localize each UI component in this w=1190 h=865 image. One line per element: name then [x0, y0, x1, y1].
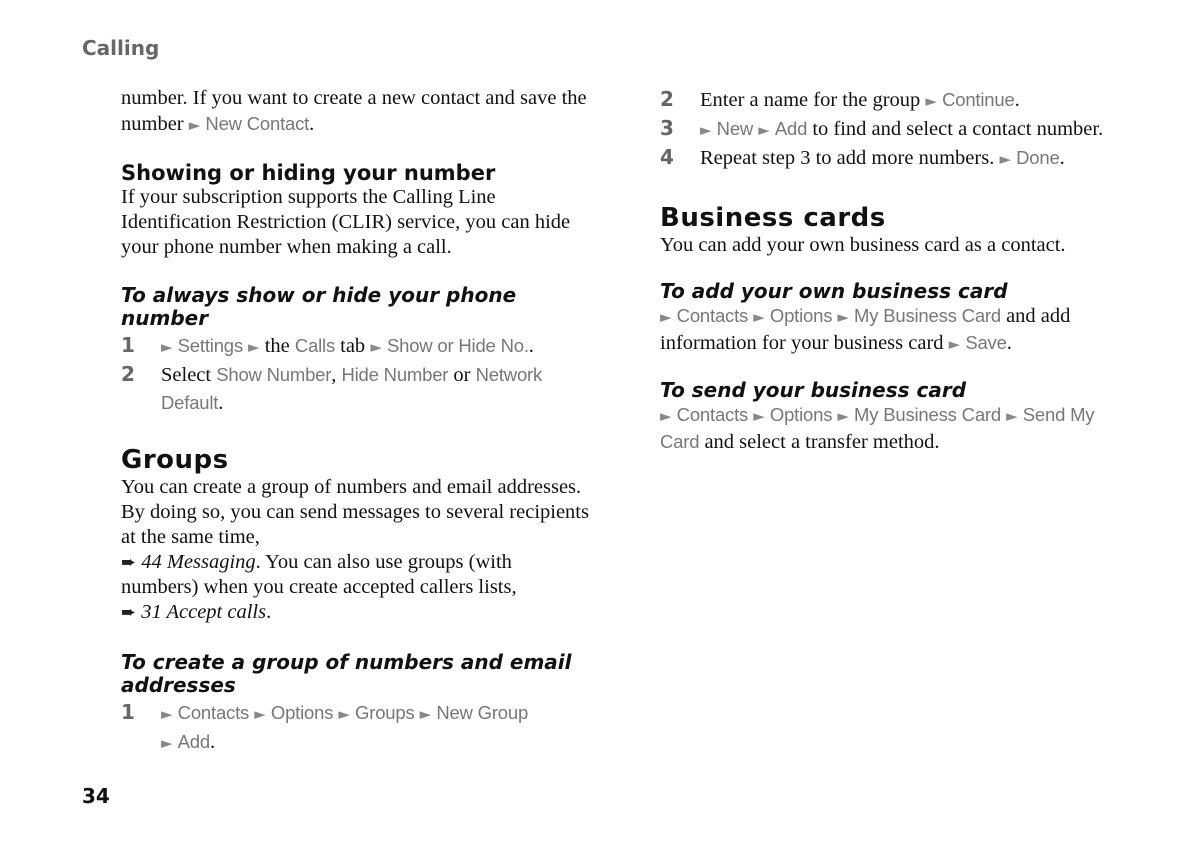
- triangle-right-icon: ►: [999, 150, 1011, 168]
- step-text: .: [1014, 89, 1020, 111]
- menu-groups: Groups: [355, 702, 415, 723]
- menu-my-business-card: My Business Card: [854, 305, 1001, 326]
- menu-contacts: Contacts: [676, 305, 749, 326]
- triangle-right-icon: ►: [837, 308, 849, 326]
- menu-show-number: Show Number: [216, 364, 332, 385]
- step-number: 3: [660, 116, 674, 140]
- page-header-title: Calling: [82, 36, 160, 60]
- menu-add: Add: [177, 731, 210, 752]
- triangle-right-icon: ►: [419, 705, 432, 723]
- create-group-step-4: [660, 144, 1120, 173]
- groups-heading: Groups: [121, 445, 229, 475]
- arrow-right-icon: ➨: [121, 552, 137, 573]
- triangle-right-icon: ►: [338, 705, 350, 723]
- menu-show-or-hide-no: Show or Hide No.: [386, 335, 529, 356]
- step-text: Select: [161, 364, 217, 386]
- menu-done: Done: [1016, 147, 1060, 168]
- intro-paragraph: [121, 86, 589, 138]
- add-card-text: .: [1006, 332, 1012, 354]
- page-number: 34: [82, 784, 110, 808]
- menu-continue: Continue: [942, 89, 1015, 110]
- step-text: tab: [335, 335, 371, 357]
- triangle-right-icon: ►: [188, 116, 201, 134]
- triangle-right-icon: ►: [758, 121, 770, 139]
- triangle-right-icon: ►: [254, 705, 266, 723]
- triangle-right-icon: ►: [660, 308, 672, 326]
- send-card-text: and select a transfer method.: [699, 431, 940, 453]
- showing-body: If your subscription supports the Calling Line Identification Restriction (CLIR) service, you can hide your phone number when making a call.: [121, 186, 571, 258]
- groups-text: .: [266, 601, 272, 623]
- step-text: Enter a name for the group: [700, 89, 926, 111]
- groups-body: [121, 475, 589, 625]
- step-text: ,: [331, 364, 342, 386]
- menu-hide-number: Hide Number: [341, 364, 449, 385]
- triangle-right-icon: ►: [837, 407, 849, 425]
- add-card-heading: To add your own business card: [660, 279, 1008, 303]
- menu-new-contact: New Contact: [205, 113, 310, 134]
- send-card-heading: To send your business card: [660, 378, 967, 402]
- add-card-body: [660, 303, 1120, 357]
- menu-contacts: Contacts: [177, 702, 250, 723]
- menu-send-my-card: Send My Card: [660, 404, 1095, 452]
- create-group-step-2: [660, 86, 1120, 115]
- triangle-right-icon: ►: [700, 121, 712, 139]
- menu-new-group: New Group: [436, 702, 529, 723]
- step-number: 4: [660, 145, 674, 169]
- showing-heading: Showing or hiding your number: [121, 161, 496, 185]
- triangle-right-icon: ►: [370, 338, 382, 356]
- triangle-right-icon: ►: [161, 734, 173, 752]
- menu-options: Options: [270, 702, 334, 723]
- add-card-text: and add information for your business card: [660, 305, 1071, 354]
- left-column: [121, 86, 589, 757]
- step-text: Repeat step 3 to add more numbers.: [700, 147, 1000, 169]
- create-group-step-1: [121, 699, 589, 757]
- triangle-right-icon: ►: [161, 705, 173, 723]
- menu-my-business-card: My Business Card: [854, 404, 1001, 425]
- step-number: 2: [121, 362, 135, 386]
- triangle-right-icon: ►: [1006, 407, 1018, 425]
- menu-options: Options: [769, 305, 833, 326]
- groups-text: . You can also use groups (with numbers) when you create accepted callers lists,: [121, 551, 517, 598]
- menu-contacts: Contacts: [676, 404, 749, 425]
- triangle-right-icon: ►: [660, 407, 672, 425]
- intro-text: number. If you want to create a new contact and save the number: [121, 87, 587, 135]
- send-card-body: [660, 402, 1120, 455]
- triangle-right-icon: ►: [161, 338, 173, 356]
- business-cards-heading: Business cards: [660, 203, 886, 233]
- always-show-step-2: [121, 361, 589, 417]
- menu-calls: Calls: [294, 335, 336, 356]
- step-number: 1: [121, 700, 135, 724]
- create-group-step-3: [660, 115, 1120, 144]
- reference-messaging: 44 Messaging: [141, 551, 256, 573]
- reference-accept-calls: 31 Accept calls: [141, 601, 267, 623]
- menu-new: New: [716, 118, 754, 139]
- menu-options: Options: [769, 404, 833, 425]
- intro-period: .: [309, 113, 315, 135]
- menu-settings: Settings: [177, 335, 243, 356]
- triangle-right-icon: ►: [753, 308, 765, 326]
- menu-save: Save: [965, 332, 1007, 353]
- triangle-right-icon: ►: [248, 338, 260, 356]
- step-text: to find and select a contact number.: [807, 118, 1104, 140]
- step-text: or: [448, 364, 476, 386]
- triangle-right-icon: ►: [925, 92, 937, 110]
- always-show-step-1: [121, 332, 589, 361]
- step-number: 1: [121, 333, 135, 357]
- groups-text: You can create a group of numbers and email addresses. By doing so, you can send messages to several recipients at the same time,: [121, 476, 589, 548]
- step-text: the: [259, 335, 295, 357]
- create-group-heading: To create a group of numbers and email addresses: [121, 650, 572, 697]
- right-column: [660, 86, 1120, 455]
- menu-network-default: Network Default: [161, 364, 543, 413]
- business-cards-body: You can add your own business card as a contact.: [660, 234, 1066, 256]
- step-number: 2: [660, 87, 674, 111]
- arrow-right-icon: ➨: [121, 602, 137, 623]
- step-text: .: [528, 335, 534, 357]
- menu-add: Add: [774, 118, 808, 139]
- triangle-right-icon: ►: [753, 407, 765, 425]
- step-text: .: [210, 731, 216, 753]
- step-text: .: [1059, 147, 1065, 169]
- triangle-right-icon: ►: [948, 335, 961, 353]
- step-text: .: [218, 392, 224, 414]
- always-show-heading: To always show or hide your phone number: [121, 283, 517, 330]
